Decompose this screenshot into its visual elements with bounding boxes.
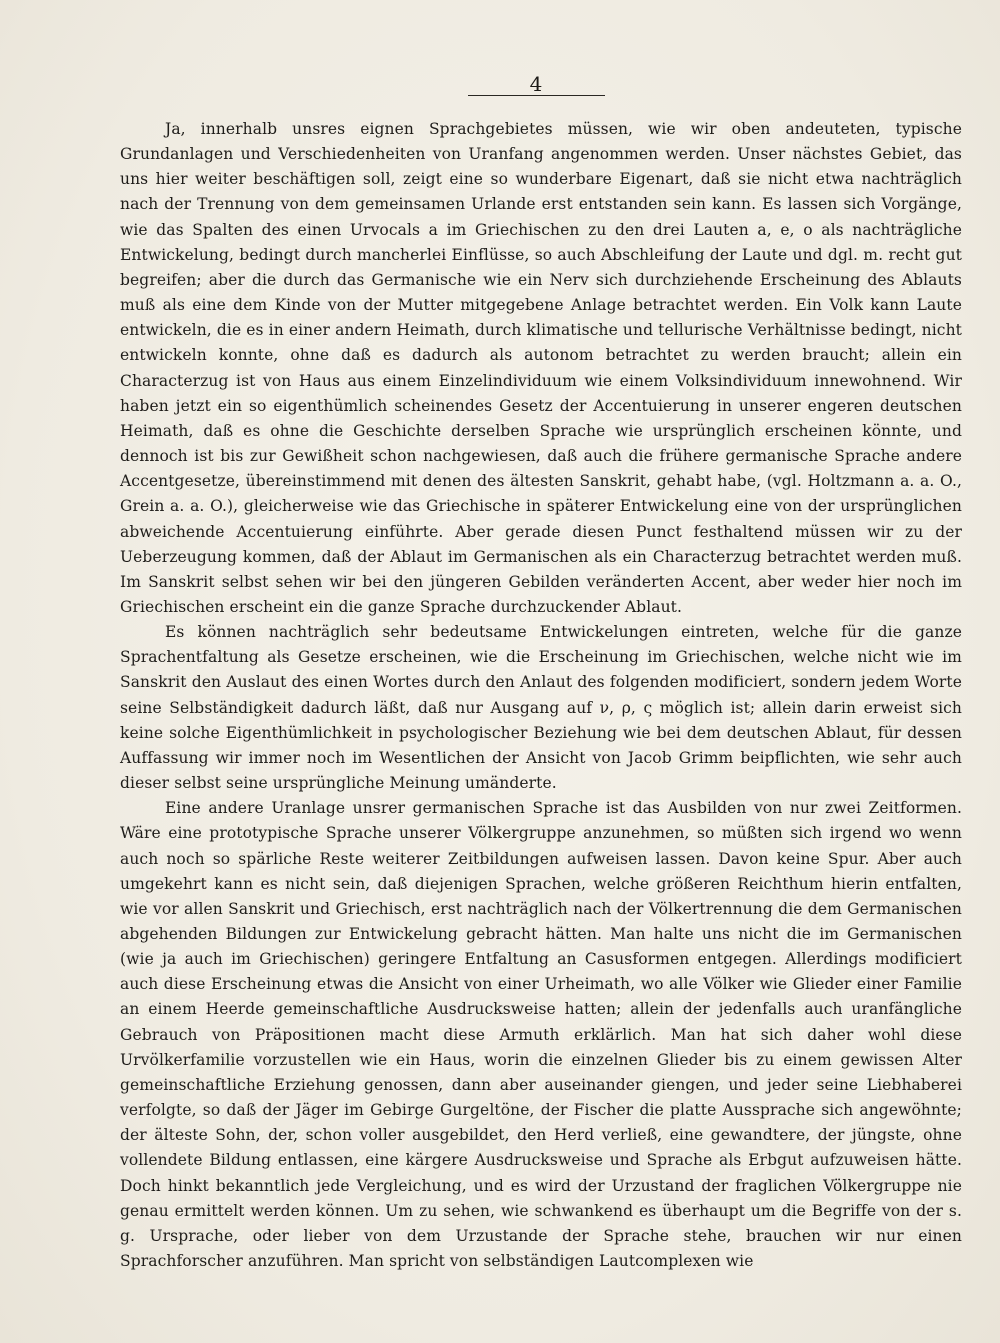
page-number: 4 [529,72,543,96]
paragraph: Ja, innerhalb unsres eignen Sprachgebietes müssen, wie wir oben andeuteten, typische Grundanlagen und Verschiedenheiten von Uranfang angenommen werden. Unser nächstes Gebiet, das uns hier weiter beschäftigen soll, zeigt eine so wunderbare Eigenart, daß sie nicht etwa nachträglich nach der Trennung von dem gemeinsamen Urlande erst entstanden sein kann. Es lassen sich Vorgänge, wie das Spalten des einen Urvocals a im Griechischen zu den drei Lauten a, e, o als nachträgliche Entwickelung, bedingt durch mancherlei Einflüsse, so auch Abschleifung der Laute und dgl. m. recht gut begreifen; aber die durch das Germanische wie ein Nerv sich durchziehende Erscheinung des Ablauts muß als eine dem Kinde von der Mutter mitgegebene Anlage betrachtet werden. Ein Volk kann Laute entwickeln, die es in einer andern Heimath, durch klimatische und tellurische Verhältnisse bedingt, nicht entwickeln konnte, ohne daß es dadurch als autonom betrachtet zu werden braucht; allein ein Characterzug ist von Haus aus einem Einzelindividuum wie einem Volksindividuum innewohnend. Wir haben jetzt ein so eigenthümlich scheinendes Gesetz der Accentuierung in unserer engeren deutschen Heimath, daß es ohne die Geschichte derselben Sprache wie ursprünglich erscheinen könnte, und dennoch ist bis zur Gewißheit schon nachgewiesen, daß auch die frühere germanische Sprache andere Accentgesetze, übereinstimmend mit denen des ältesten Sanskrit, gehabt habe, (vgl. Holtzmann a. a. O., Grein a. a. O.), gleicherweise wie das Griechische in späterer Entwickelung eine von der ursprünglichen abweichende Accentuierung einführte. Aber gerade diesen Punct festhaltend müssen wir zu der Ueberzeugung kommen, daß der Ablaut im Germanischen als ein Characterzug betrachtet werden muß. Im Sanskrit selbst sehen wir bei den jüngeren Gebilden veränderten Accent, aber weder hier noch im Griechischen erscheint ein die ganze Sprache durchzuckender Ablaut. [120,120,962,616]
header-rule [468,95,605,96]
body-text [120,117,962,1274]
paragraph: Eine andere Uranlage unsrer germanischen Sprache ist das Ausbilden von nur zwei Zeitformen. Wäre eine prototypische Sprache unserer Völkergruppe anzunehmen, so müßten sich irgend wo wenn auch noch so spärliche Reste weiterer Zeitbildungen aufweisen lassen. Davon keine Spur. Aber auch umgekehrt kann es nicht sein, daß diejenigen Sprachen, welche größeren Reichthum hierin entfalten, wie vor allen Sanskrit und Griechisch, erst nachträglich nach der Völkertrennung die dem Germanischen abgehenden Bildungen zur Entwickelung gebracht hätten. Man halte uns nicht die im Germanischen (wie ja auch im Griechischen) geringere Entfaltung an Casusformen entgegen. Allerdings modificiert auch diese Erscheinung etwas die Ansicht von einer Urheimath, wo alle Völker wie Glieder einer Familie an einem Heerde gemeinschaftliche Ausdrucksweise hatten; allein der jedenfalls auch uranfängliche Gebrauch von Präpositionen macht diese Armuth erklärlich. Man hat sich daher wohl diese Urvölkerfamilie vorzustellen wie ein Haus, worin die einzelnen Glieder bis zu einem gewissen Alter gemeinschaftliche Erziehung genossen, dann aber auseinander giengen, und jeder seine Liebhaberei verfolgte, so daß der Jäger im Gebirge Gurgeltöne, der Fischer die platte Aussprache sich angewöhnte; der älteste Sohn, der, schon voller ausgebildet, den Herd verließ, eine gewandtere, der jüngste, ohne vollendete Bildung entlassen, eine kärgere Ausdrucksweise und Sprache als Erbgut aufzuweisen hätte. Doch hinkt bekanntlich jede Vergleichung, und es wird der Urzustand der fraglichen Völkergruppe nie genau ermittelt werden können. Um zu sehen, wie schwankend es überhaupt um die Begriffe von der s. g. Ursprache, oder lieber von dem Urzustande der Sprache stehe, brauchen wir nur einen Sprachforscher anzuführen. Man spricht von selbständigen Lautcomplexen wie [120,799,962,1271]
paragraph: Es können nachträglich sehr bedeutsame Entwickelungen eintreten, welche für die ganze Sprachentfaltung als Gesetze erscheinen, wie die Erscheinung im Griechischen, welche nicht wie im Sanskrit den Auslaut des einen Wortes durch den Anlaut des folgenden modificiert, sondern jedem Worte seine Selbständigkeit dadurch läßt, daß nur Ausgang auf ν, ρ, ς möglich ist; allein darin erweist sich keine solche Eigenthümlichkeit in psychologischer Beziehung wie bei dem deutschen Ablaut, für dessen Auffassung wir immer noch im Wesentlichen der Ansicht von Jacob Grimm beipflichten, wie sehr auch dieser selbst seine ursprüngliche Meinung umänderte. [120,623,962,793]
